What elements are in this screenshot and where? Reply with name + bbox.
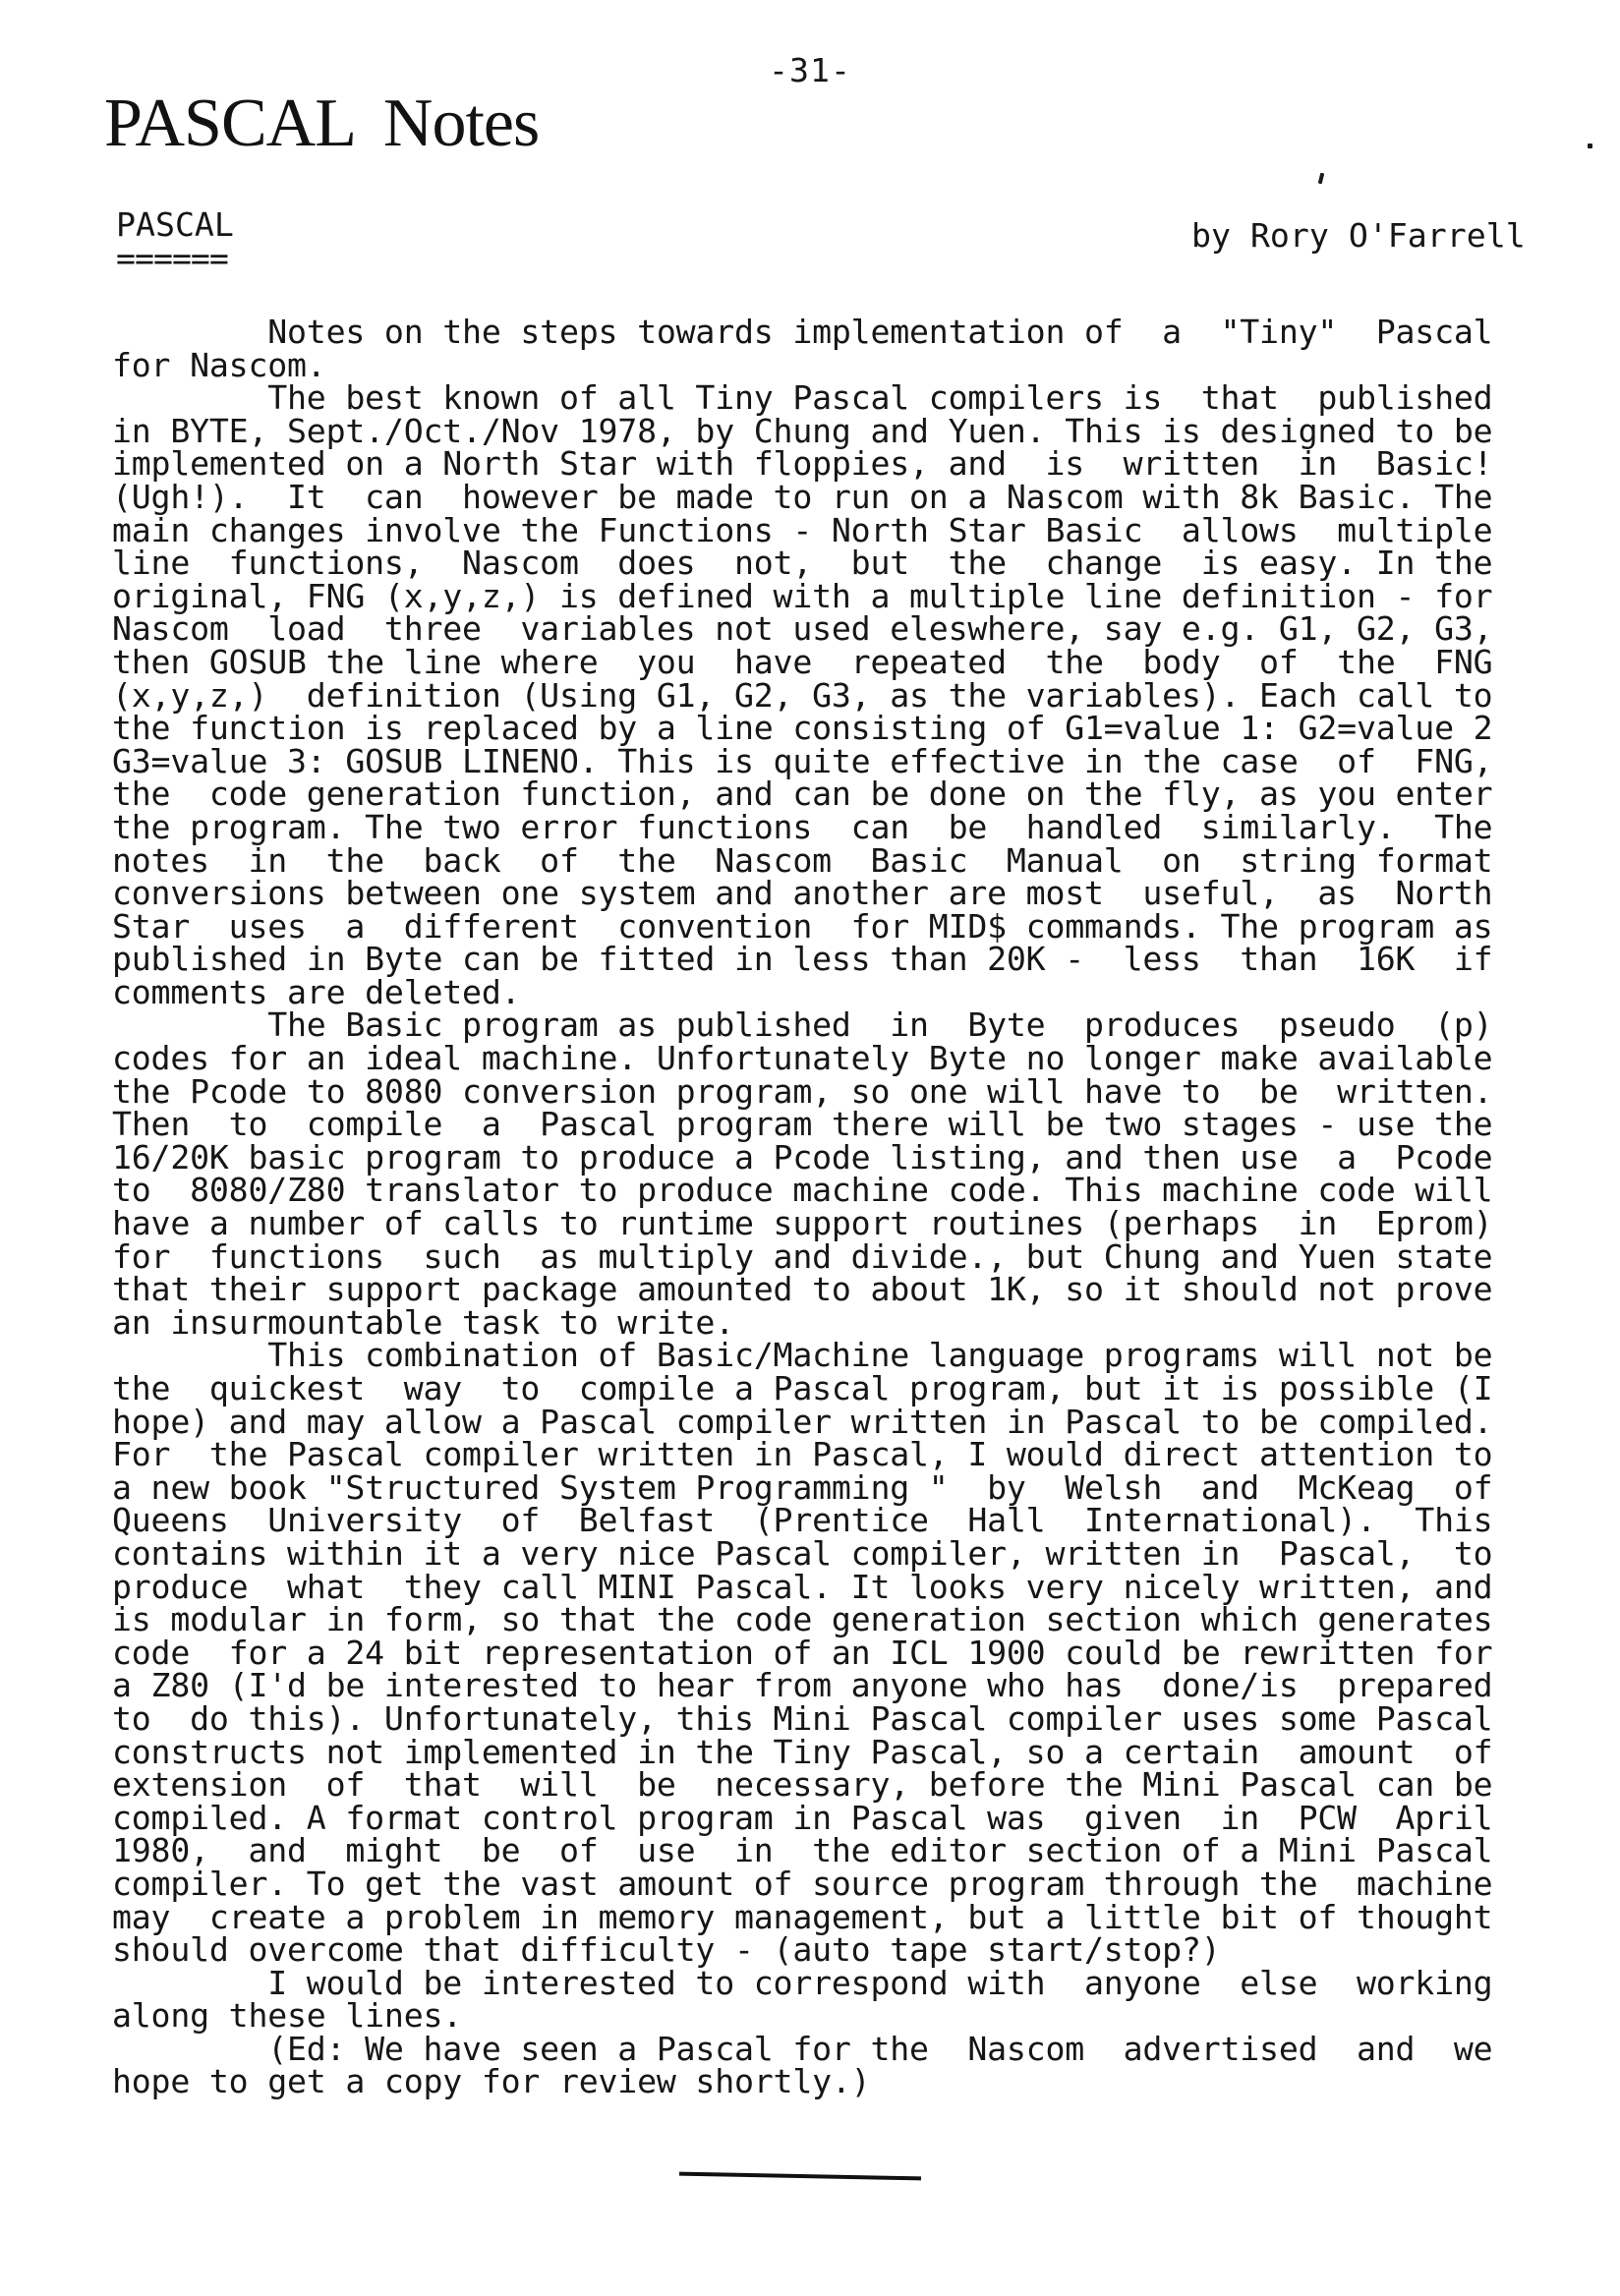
body-line: the function is replaced by a line consisting of G1=value 1: G2=value 2 (112, 709, 1493, 748)
body-line: for Nascom. (112, 345, 326, 384)
body-line: a new book "Structured System Programming " by Welsh and McKeag of (112, 1467, 1493, 1507)
body-line: a Z80 (I'd be interested to hear from anyone who has done/is prepared (112, 1666, 1493, 1705)
body-line: the code generation function, and can be done on the fly, as you enter (112, 775, 1493, 814)
body-line: have a number of calls to runtime support routines (perhaps in Eprom) (112, 1204, 1493, 1243)
body-line: Notes on the steps towards implementation of a "Tiny" Pascal (112, 313, 1493, 351)
page-number: -31- (769, 51, 851, 89)
body-line: the Pcode to 8080 conversion program, so one will have to be written. (112, 1071, 1493, 1111)
body-line: Then to compile a Pascal program there will be two stages - use the (112, 1105, 1493, 1144)
body-line: 1980, and might be of use in the editor section of a Mini Pascal (112, 1831, 1493, 1870)
section-heading: PASCAL (116, 205, 234, 244)
body-line: hope) and may allow a Pascal compiler written in Pascal to be compiled. (112, 1402, 1493, 1441)
page-title: PASCAL Notes (104, 86, 540, 161)
body-line: the program. The two error functions can be handled similarly. The (112, 807, 1493, 846)
body-line: compiler. To get the vast amount of source program through the machine (112, 1864, 1493, 1903)
body-line: to do this). Unfortunately, this Mini Pascal compiler uses some Pascal (112, 1698, 1493, 1738)
body-line: that their support package amounted to about 1K, so it should not prove (112, 1270, 1493, 1309)
scan-speck (1588, 144, 1592, 148)
body-line: line functions, Nascom does not, but the change is easy. In the (112, 544, 1493, 583)
body-line: the quickest way to compile a Pascal program, but it is possible (I (112, 1369, 1493, 1407)
body-line: G3=value 3: GOSUB LINENO. This is quite effective in the case of FNG, (112, 741, 1493, 780)
body-line: to 8080/Z80 translator to produce machine code. This machine code will (112, 1171, 1493, 1210)
body-line: code for a 24 bit representation of an ICL 1900 could be rewritten for (112, 1633, 1493, 1672)
body-line: notes in the back of the Nascom Basic Manual on string format (112, 840, 1493, 880)
body-line: Queens University of Belfast (Prentice Hall International). This (112, 1501, 1493, 1540)
body-line: original, FNG (x,y,z,) is defined with a multiple line definition - for (112, 576, 1493, 615)
body-text (112, 313, 1557, 2101)
body-line: (Ed: We have seen a Pascal for the Nascom advertised and we (112, 2029, 1493, 2068)
body-line: should overcome that difficulty - (auto tape start/stop?) (112, 1930, 1221, 1970)
body-line: along these lines. (112, 1996, 463, 2036)
body-line: published in Byte can be fitted in less than 20K - less than 16K if (112, 940, 1493, 979)
body-line: may create a problem in memory management, but a little bit of thought (112, 1897, 1493, 1936)
body-line: in BYTE, Sept./Oct./Nov 1978, by Chung and Yuen. This is designed to be (112, 411, 1493, 450)
body-line: constructs not implemented in the Tiny Pascal, so a certain amount of (112, 1732, 1493, 1771)
body-line: I would be interested to correspond with anyone else working (112, 1963, 1493, 2002)
body-line: comments are deleted. (112, 972, 521, 1011)
body-line: main changes involve the Functions - North Star Basic allows multiple (112, 510, 1493, 549)
body-line: For the Pascal compiler written in Pascal, I would direct attention to (112, 1435, 1493, 1474)
body-line: Nascom load three variables not used eleswhere, say e.g. G1, G2, G3, (112, 609, 1493, 649)
body-line: is modular in form, so that the code generation section which generates (112, 1600, 1493, 1639)
bottom-rule-divider (679, 2172, 921, 2181)
body-line: an insurmountable task to write. (112, 1302, 734, 1342)
body-line: contains within it a very nice Pascal compiler, written in Pascal, to (112, 1533, 1493, 1573)
body-line: conversions between one system and another are most useful, as North (112, 874, 1493, 913)
byline: by Rory O'Farrell (1191, 216, 1526, 255)
scan-speck (1318, 173, 1325, 185)
body-line: compiled. A format control program in Pascal was given in PCW April (112, 1798, 1493, 1837)
body-line: hope to get a copy for review shortly.) (112, 2062, 871, 2101)
body-line: The best known of all Tiny Pascal compilers is that published (112, 378, 1493, 418)
section-underline: ====== (116, 239, 228, 277)
body-line: This combination of Basic/Machine language programs will not be (112, 1336, 1493, 1375)
body-line: implemented on a North Star with floppies, and is written in Basic! (112, 444, 1493, 484)
body-line: Star uses a different convention for MID$ commands. The program as (112, 906, 1493, 946)
body-line: produce what they call MINI Pascal. It looks very nicely written, and (112, 1567, 1493, 1606)
body-line: (x,y,z,) definition (Using G1, G2, G3, as the variables). Each call to (112, 675, 1493, 715)
body-line: then GOSUB the line where you have repeated the body of the FNG (112, 642, 1493, 681)
body-line: codes for an ideal machine. Unfortunately Byte no longer make available (112, 1039, 1493, 1078)
body-line: 16/20K basic program to produce a Pcode listing, and then use a Pcode (112, 1137, 1493, 1177)
body-line: The Basic program as published in Byte produces pseudo (p) (112, 1005, 1493, 1045)
body-line: (Ugh!). It can however be made to run on a Nascom with 8k Basic. The (112, 477, 1493, 516)
body-line: for functions such as multiply and divide., but Chung and Yuen state (112, 1236, 1493, 1276)
body-line: extension of that will be necessary, before the Mini Pascal can be (112, 1765, 1493, 1805)
